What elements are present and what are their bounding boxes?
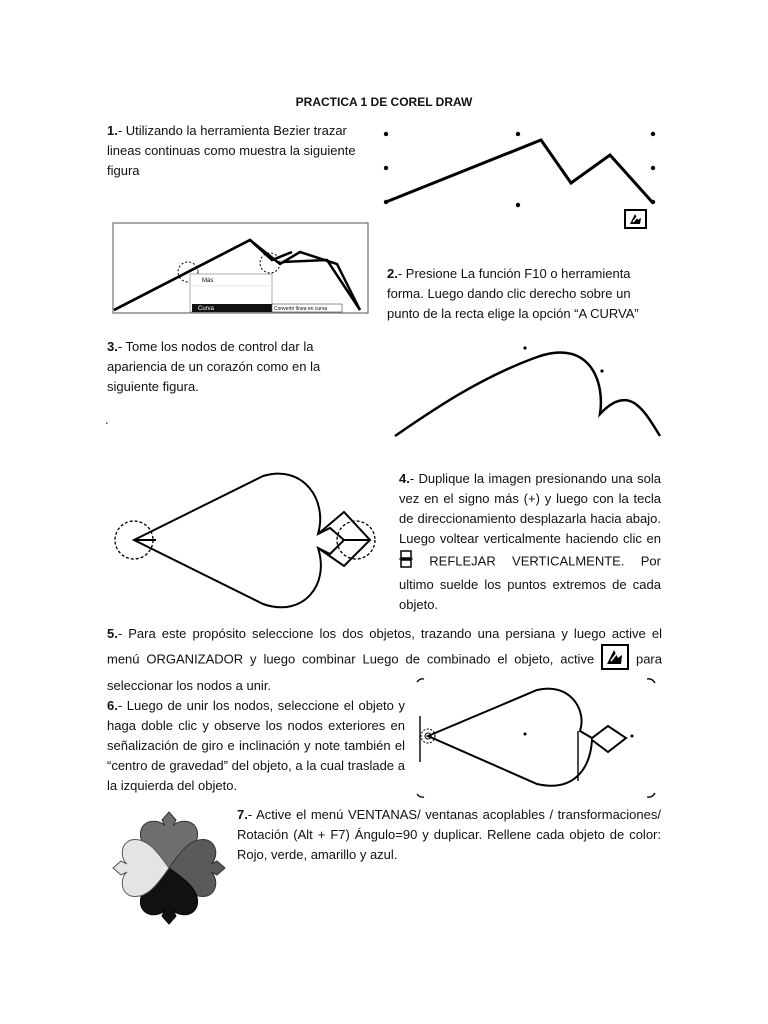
- curved-heart-figure: [390, 342, 665, 440]
- step-7-text: - Active el menú VENTANAS/ ventanas acoplables / transformaciones/ Rotación (Alt + F7) Ángulo=90 y duplicar. Rellene cada objeto de color: Rojo, verde, amarillo y azul.: [237, 807, 661, 862]
- control-node: [600, 369, 603, 372]
- selection-handle: [384, 166, 388, 170]
- step-6: [107, 696, 405, 796]
- step-1-number: 1.: [107, 123, 118, 138]
- step-6-text: - Luego de unir los nodos, seleccione el objeto y haga doble clic y observe los nodos exteriores en señalización de giro e inclinación y note también el “centro de gravedad” del objeto, a la cual traslade a la izquierda del objeto.: [107, 698, 405, 793]
- page-title: PRACTICA 1 DE COREL DRAW: [295, 95, 473, 109]
- menu-item-curva: Curva: [198, 306, 215, 312]
- selection-handle: [651, 132, 655, 136]
- selection-handle: [516, 132, 520, 136]
- context-menu-screenshot: [112, 222, 370, 314]
- step-2-number: 2.: [387, 266, 398, 281]
- mirror-vertical-icon[interactable]: [399, 549, 413, 575]
- menu-item-mas: Más: [202, 278, 214, 284]
- selection-handle: [384, 132, 388, 136]
- selection-handle: [516, 203, 520, 207]
- step-3-text: - Tome los nodos de control dar la apariencia de un corazón como en la siguiente figura.: [107, 339, 321, 394]
- rotated-spades-figure: [105, 804, 233, 932]
- step-3: [107, 337, 357, 397]
- step-3-dot: .: [105, 412, 109, 427]
- step-7: [237, 805, 661, 865]
- selection-handle: [651, 166, 655, 170]
- step-4-number: 4.: [399, 471, 410, 486]
- tooltip-convert: Convertir línea en curva: [274, 306, 328, 312]
- step-2: [387, 264, 657, 324]
- spade-outline: [428, 689, 626, 786]
- step-1: [107, 121, 377, 181]
- step-3-number: 3.: [107, 339, 118, 354]
- step-5-number: 5.: [107, 626, 118, 641]
- zigzag-line: [386, 140, 653, 203]
- spade-rotation-figure: [412, 676, 667, 800]
- spade-outline: [134, 474, 344, 608]
- curve-line: [395, 352, 660, 436]
- step-4-text-b: REFLEJAR VERTICALMENTE. Por ultimo suelde los puntos extremos de cada objeto.: [399, 553, 661, 612]
- step-4-text-a: - Duplique la imagen presionando una sola vez en el signo más (+) y luego con la tecla de direccionamiento desplazarla hacia abajo. Luego voltear verticalmente haciendo clic en: [399, 471, 661, 546]
- spade-mirror-figure: [108, 470, 388, 620]
- bezier-zigzag-figure: [378, 125, 668, 235]
- step-6-number: 6.: [107, 698, 118, 713]
- step-5-text-b: para seleccionar los nodos a unir.: [107, 651, 662, 693]
- step-7-number: 7.: [237, 807, 248, 822]
- step-2-text: - Presione La función F10 o herramienta forma. Luego dando clic derecho sobre un punto de la recta elige la opción “A CURVA”: [387, 266, 639, 321]
- step-1-text: - Utilizando la herramienta Bezier trazar lineas continuas como muestra la siguiente figura: [107, 123, 356, 178]
- shape-tool-icon: [625, 210, 646, 228]
- control-node: [523, 346, 526, 349]
- step-4: [399, 469, 661, 615]
- step-5-text-a: - Para este propósito seleccione los dos objetos, trazando una persiana y luego active el menú ORGANIZADOR y luego combinar Luego de combinado el objeto, active: [107, 626, 662, 667]
- shape-tool-icon[interactable]: [601, 644, 629, 676]
